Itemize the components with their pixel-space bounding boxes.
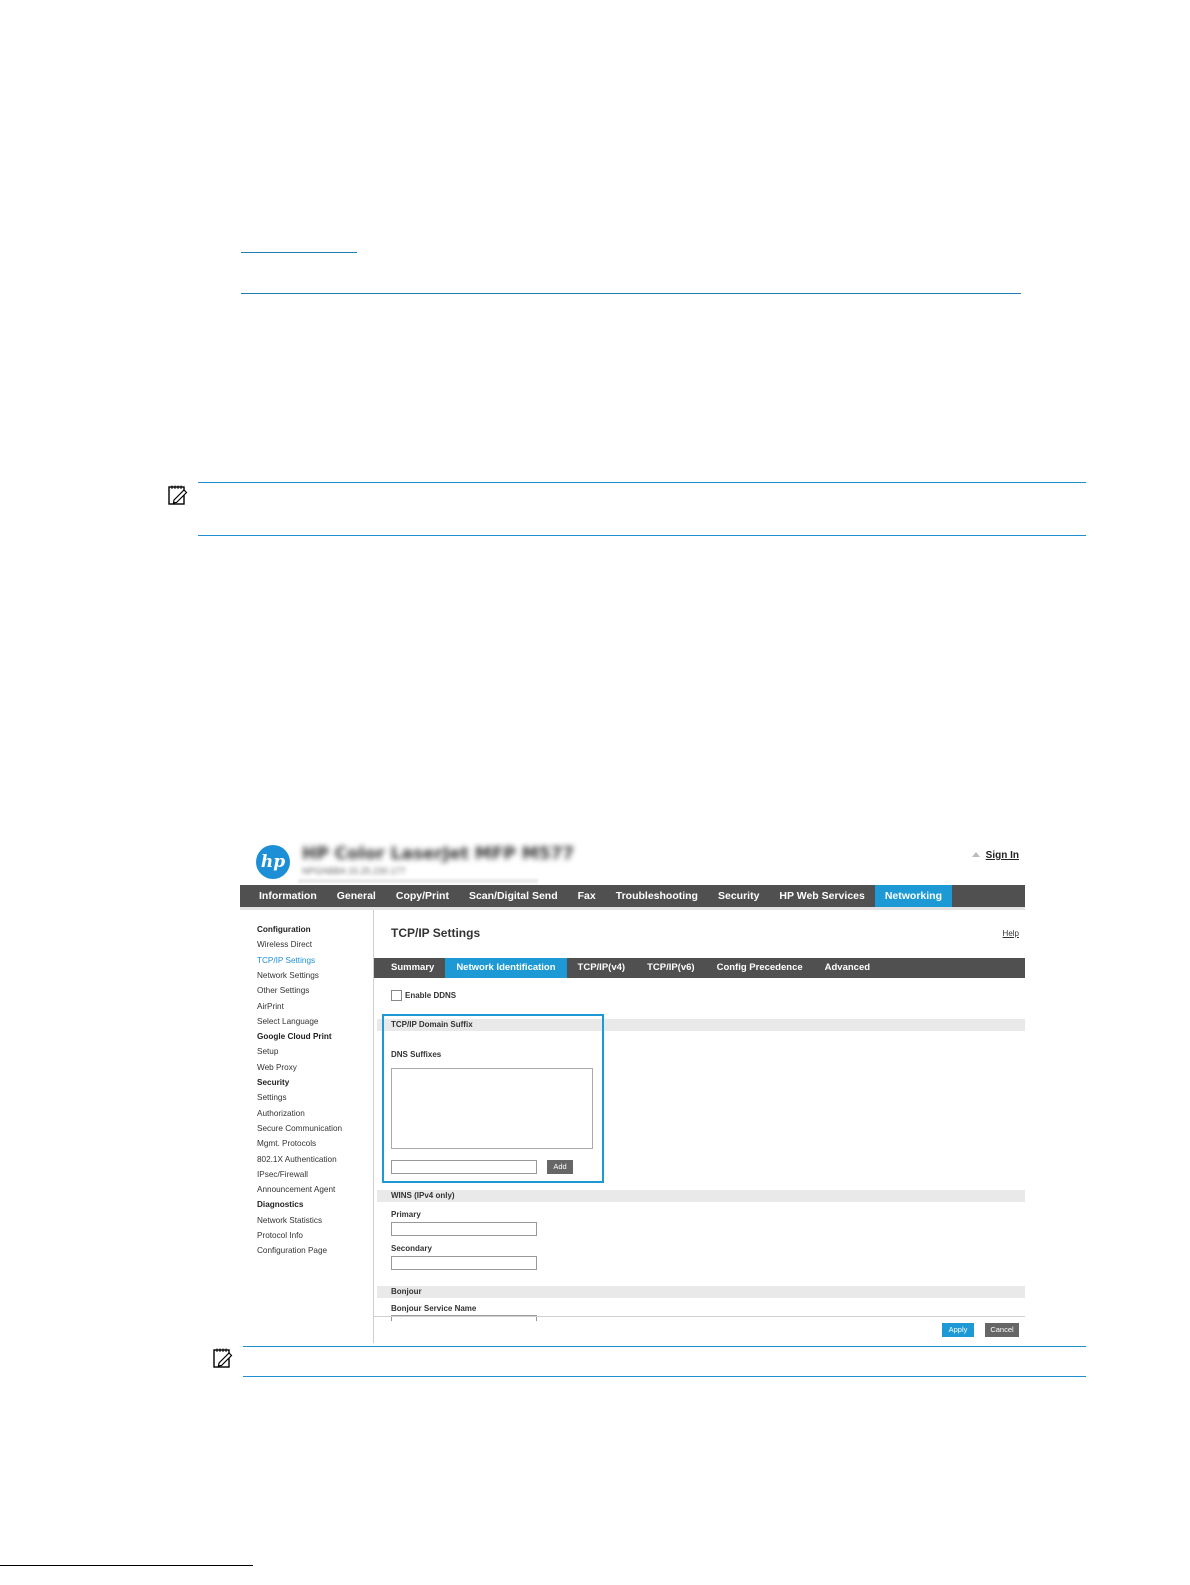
enable-ddns-label: Enable DDNS: [405, 991, 457, 1000]
home-icon: [972, 852, 980, 857]
note2-rule-top: [243, 1346, 1086, 1347]
primary-label: Primary: [391, 1210, 421, 1219]
sidebar-item[interactable]: Setup: [257, 1047, 279, 1057]
highlight-box: [382, 1014, 604, 1183]
sidebar-item[interactable]: Announcement Agent: [257, 1185, 336, 1195]
sidebar-heading: Configuration: [257, 925, 311, 934]
help-link[interactable]: Help: [1002, 929, 1019, 938]
primary-wins-input[interactable]: [391, 1222, 537, 1236]
sub-nav-tab[interactable]: TCP/IP(v6): [647, 962, 695, 973]
top-nav-tab[interactable]: Troubleshooting: [615, 890, 698, 902]
sidebar-item[interactable]: Wireless Direct: [257, 940, 313, 950]
top-nav-tab[interactable]: Security: [717, 890, 760, 902]
sidebar-item[interactable]: Protocol Info: [257, 1231, 303, 1240]
sub-nav-tab[interactable]: Network Identification: [445, 958, 566, 978]
note-icon: [167, 484, 189, 506]
sidebar-item[interactable]: Web Proxy: [257, 1062, 297, 1072]
sidebar-heading: Security: [257, 1078, 290, 1087]
bonjour-section: [377, 1286, 1025, 1298]
sidebar-item[interactable]: Authorization: [257, 1108, 305, 1118]
sidebar-item[interactable]: Network Statistics: [257, 1215, 323, 1225]
sidebar-item[interactable]: TCP/IP Settings: [257, 955, 316, 965]
sub-nav-tab[interactable]: Advanced: [824, 962, 871, 973]
sign-in-label: Sign In: [985, 850, 1019, 861]
enable-ddns-row[interactable]: [391, 990, 456, 1001]
sidebar-item[interactable]: Settings: [257, 1093, 287, 1103]
secondary-wins-input[interactable]: [391, 1256, 537, 1270]
sidebar-heading: Google Cloud Print: [257, 1032, 332, 1042]
ews-header: [240, 835, 1025, 885]
sidebar: [240, 910, 374, 1343]
note-rule-top: [198, 482, 1086, 483]
link-underline-long[interactable]: [241, 293, 1021, 294]
top-nav-tab[interactable]: Scan/Digital Send: [468, 890, 558, 902]
footer-divider: [374, 1316, 1025, 1317]
product-title: HP Color LaserJet MFP M577: [302, 844, 575, 864]
sidebar-heading: Diagnostics: [257, 1200, 304, 1210]
sub-nav-tab[interactable]: Config Precedence: [716, 962, 803, 973]
hp-logo: hp: [256, 845, 290, 879]
sidebar-item[interactable]: AirPrint: [257, 1001, 284, 1011]
top-nav-tab[interactable]: Copy/Print: [395, 890, 449, 902]
top-nav-tab[interactable]: Networking: [875, 885, 952, 907]
sidebar-item[interactable]: Configuration Page: [257, 1246, 328, 1256]
note-rule-bottom: [198, 535, 1086, 536]
page-footer-rule: [0, 1565, 253, 1566]
secondary-label: Secondary: [391, 1244, 432, 1253]
page-title: TCP/IP Settings: [391, 926, 481, 940]
note-icon: [212, 1347, 234, 1369]
top-nav-tab[interactable]: Fax: [577, 890, 596, 902]
sidebar-item[interactable]: 802.1X Authentication: [257, 1154, 337, 1164]
sidebar-item[interactable]: Other Settings: [257, 986, 310, 996]
top-nav-tab[interactable]: General: [336, 890, 376, 902]
sub-nav-tab[interactable]: TCP/IP(v4): [577, 962, 626, 973]
bonjour-label: Bonjour: [391, 1287, 422, 1296]
sidebar-item[interactable]: IPsec/Firewall: [257, 1169, 308, 1179]
enable-ddns-checkbox[interactable]: [391, 990, 402, 1001]
top-nav-tab[interactable]: Information: [259, 890, 317, 902]
domain-suffix-label: TCP/IP Domain Suffix: [391, 1020, 473, 1029]
top-nav: [240, 885, 1025, 907]
top-nav-tab[interactable]: HP Web Services: [779, 890, 865, 902]
sub-nav-tab[interactable]: Summary: [391, 962, 435, 973]
blurred-bar: [298, 879, 538, 883]
ews-screenshot: [240, 835, 1025, 1343]
sidebar-item[interactable]: Network Settings: [257, 970, 319, 980]
sub-nav: [374, 958, 1025, 978]
sidebar-item[interactable]: Mgmt. Protocols: [257, 1139, 317, 1149]
dns-suffixes-label: DNS Suffixes: [391, 1050, 442, 1059]
sidebar-item[interactable]: Select Language: [257, 1016, 319, 1026]
sign-in-link[interactable]: [972, 850, 1019, 861]
wins-section: [377, 1190, 1025, 1202]
product-subtitle: NPI2ABBA 15.25.230.177: [302, 866, 406, 876]
apply-button[interactable]: Apply: [942, 1323, 974, 1337]
add-button[interactable]: Add: [547, 1160, 573, 1174]
cancel-button[interactable]: Cancel: [985, 1323, 1019, 1337]
sidebar-item[interactable]: Secure Communication: [257, 1123, 343, 1133]
link-underline-short[interactable]: [241, 252, 357, 253]
note2-rule-bottom: [243, 1376, 1086, 1377]
wins-label: WINS (IPv4 only): [391, 1191, 455, 1200]
bonjour-service-name-label: Bonjour Service Name: [391, 1304, 477, 1313]
